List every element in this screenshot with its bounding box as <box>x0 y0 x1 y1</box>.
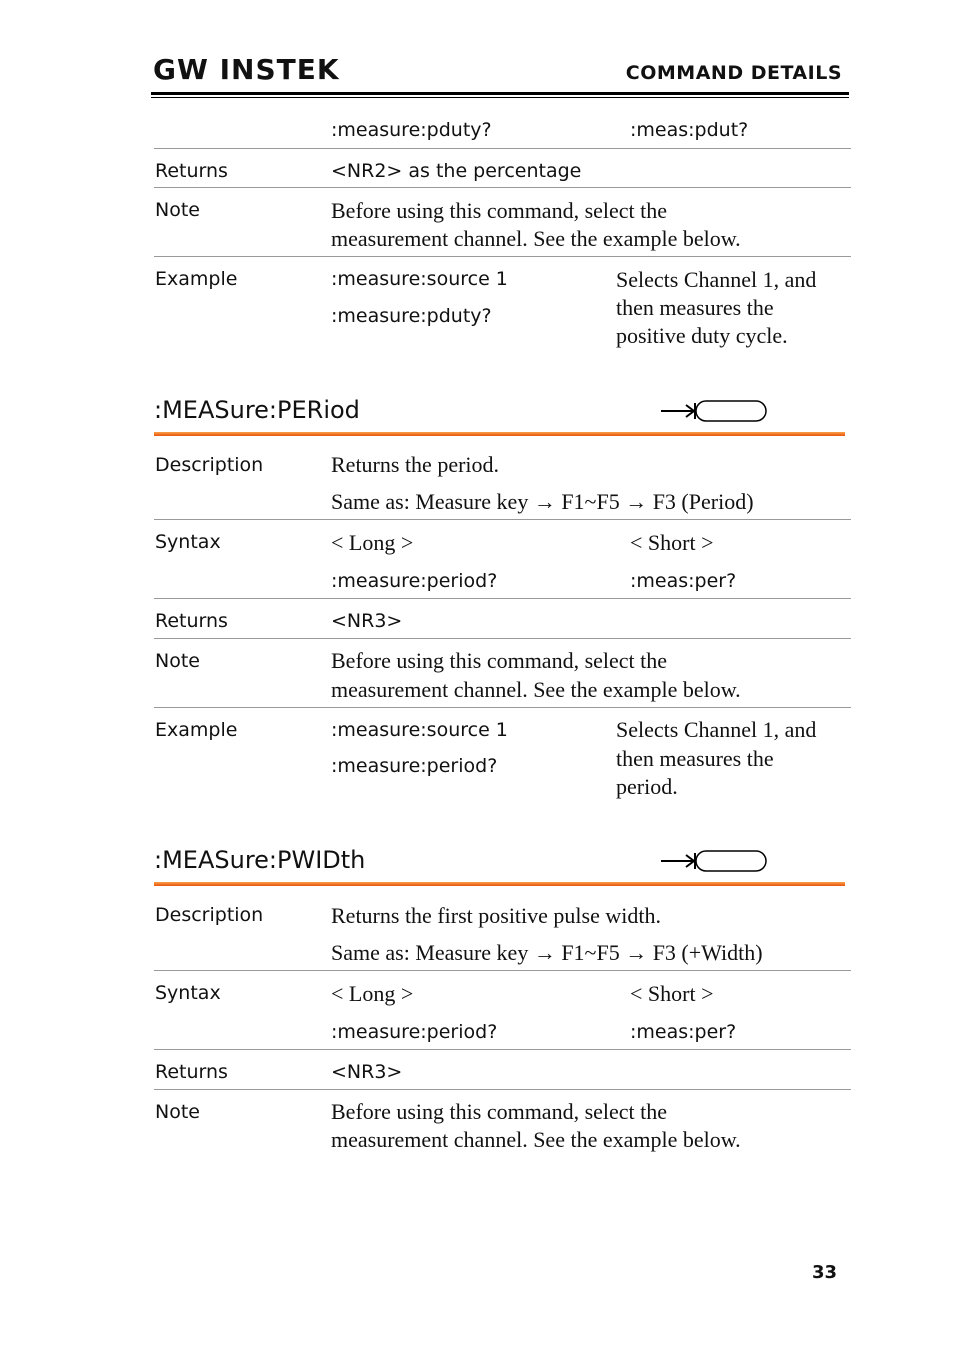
pwidth-desc-line2: Same as: Measure key → F1~F5 → F3 (+Width) <box>331 940 763 965</box>
section-title: COMMAND DETAILS <box>625 62 842 84</box>
period-example-desc1: Selects Channel 1, and <box>616 717 817 742</box>
pwidth-note-line1: Before using this command, select the <box>331 1099 668 1124</box>
divider <box>154 1089 851 1090</box>
period-returns-label: Returns <box>155 610 228 632</box>
query-arrow-icon <box>660 849 768 873</box>
header-rule-thin <box>151 97 849 98</box>
pwidth-section-rule <box>154 882 845 886</box>
brand-logo: GW INSTEK <box>153 53 340 86</box>
top-example-cmd2: :measure:pduty? <box>331 305 492 327</box>
pwidth-desc-line1: Returns the first positive pulse width. <box>331 903 661 928</box>
period-returns-value: <NR3> <box>331 610 403 632</box>
top-returns-value: <NR2> as the percentage <box>331 160 582 182</box>
period-example-cmd1: :measure:source 1 <box>331 719 508 741</box>
divider <box>154 187 851 188</box>
period-syntax-short: :meas:per? <box>630 570 737 592</box>
header-rule-thick <box>151 92 849 95</box>
top-example-desc3: positive duty cycle. <box>616 323 788 348</box>
divider <box>154 1049 851 1050</box>
pwidth-note-line2: measurement channel. See the example below. <box>331 1127 741 1152</box>
period-long-header: < Long > <box>331 530 414 555</box>
top-note-label: Note <box>155 199 200 221</box>
divider <box>154 970 851 971</box>
top-example-desc1: Selects Channel 1, and <box>616 267 817 292</box>
pwidth-long-header: < Long > <box>331 981 414 1006</box>
divider <box>154 598 851 599</box>
top-syntax-short: :meas:pdut? <box>630 119 749 141</box>
pwidth-returns-label: Returns <box>155 1061 228 1083</box>
divider <box>154 707 851 708</box>
pwidth-syntax-short: :meas:per? <box>630 1021 737 1043</box>
top-example-cmd1: :measure:source 1 <box>331 268 508 290</box>
period-example-desc2: then measures the <box>616 746 774 771</box>
query-arrow-icon <box>660 399 768 423</box>
divider <box>154 519 851 520</box>
pwidth-returns-value: <NR3> <box>331 1061 403 1083</box>
period-short-header: < Short > <box>630 530 714 555</box>
period-section-rule <box>154 432 845 436</box>
divider <box>154 638 851 639</box>
top-syntax-long: :measure:pduty? <box>331 119 492 141</box>
period-desc-line2: Same as: Measure key → F1~F5 → F3 (Period) <box>331 489 754 514</box>
pwidth-syntax-label: Syntax <box>155 982 221 1004</box>
period-syntax-long: :measure:period? <box>331 570 498 592</box>
period-section-title: :MEASure:PERiod <box>154 396 360 424</box>
top-returns-label: Returns <box>155 160 228 182</box>
period-example-label: Example <box>155 719 238 741</box>
pwidth-note-label: Note <box>155 1101 200 1123</box>
period-note-line1: Before using this command, select the <box>331 648 668 673</box>
period-example-desc3: period. <box>616 774 678 799</box>
period-syntax-label: Syntax <box>155 531 221 553</box>
top-example-label: Example <box>155 268 238 290</box>
period-desc-line1: Returns the period. <box>331 452 500 477</box>
period-example-cmd2: :measure:period? <box>331 755 498 777</box>
pwidth-desc-label: Description <box>155 904 264 926</box>
page-number: 33 <box>812 1262 838 1283</box>
divider <box>154 256 851 257</box>
top-note-line2: measurement channel. See the example below. <box>331 226 741 251</box>
period-desc-label: Description <box>155 454 264 476</box>
top-note-line1: Before using this command, select the <box>331 198 668 223</box>
pwidth-short-header: < Short > <box>630 981 714 1006</box>
period-note-line2: measurement channel. See the example below. <box>331 677 741 702</box>
period-note-label: Note <box>155 650 200 672</box>
pwidth-syntax-long: :measure:period? <box>331 1021 498 1043</box>
pwidth-section-title: :MEASure:PWIDth <box>154 846 366 874</box>
top-example-desc2: then measures the <box>616 295 774 320</box>
divider <box>154 148 851 149</box>
